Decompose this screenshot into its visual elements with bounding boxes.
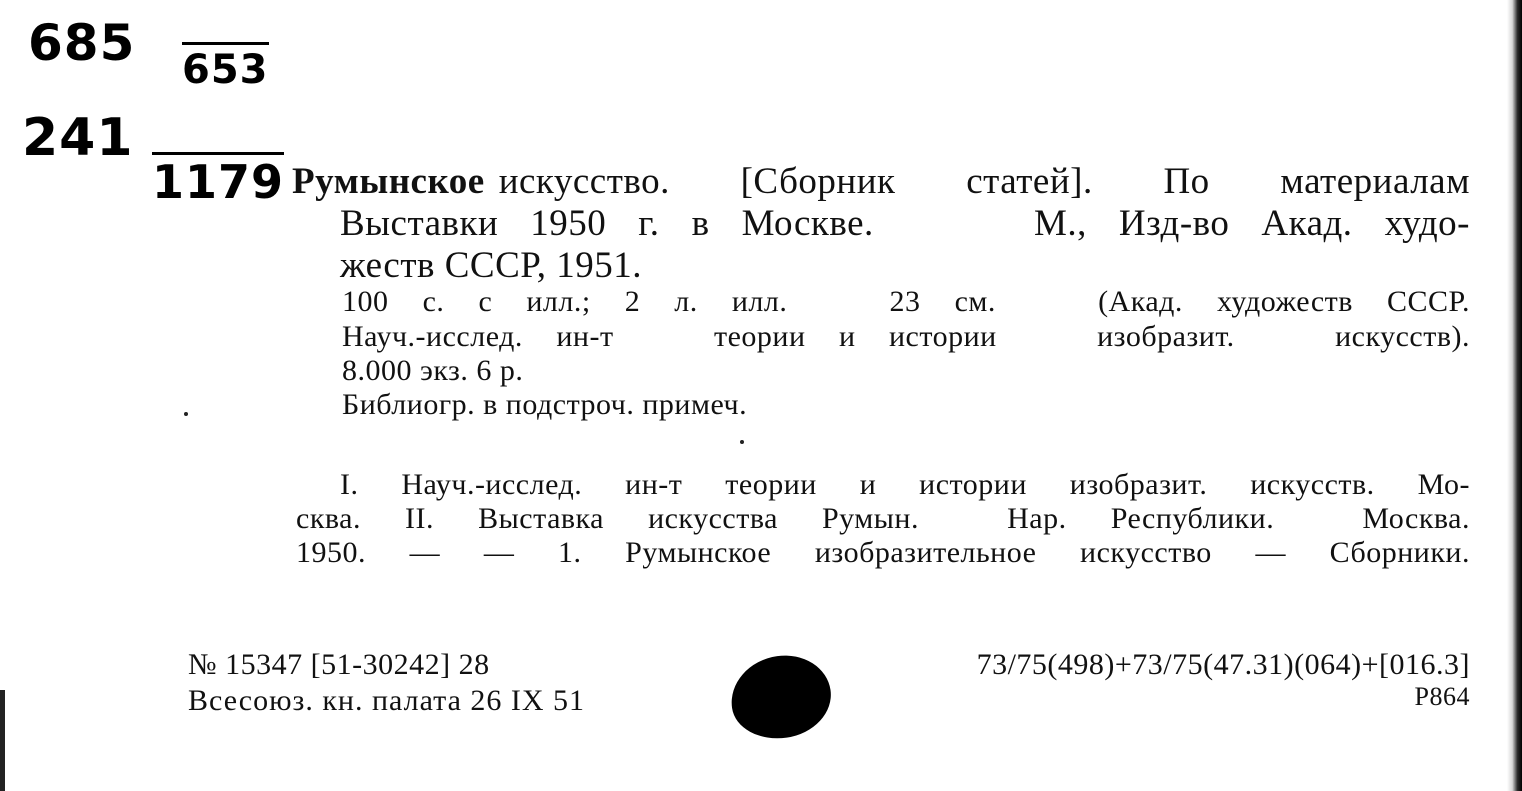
entry-line-2: Выставки 1950 г. в Москве. М., Изд-во Акад. худо- [340,203,1470,244]
handwritten-number-bottom: 241 [22,108,134,168]
speck [740,440,744,444]
record-number: № 15347 [51-30242] 28 [188,648,490,681]
collation-line-2: Науч.-исслед. ин-т теории и истории изобразит. искусств). [342,320,1470,353]
entry-heading-rest [499,160,1470,203]
bibliography-note: Библиогр. в подстроч. примеч. [342,388,748,421]
card-edge-shadow [1507,0,1522,791]
entry-heading-rest-text: искусство. [Сборник статей]. По материалам [498,161,1470,202]
entry-line-3: жеств СССР, 1951. [340,245,642,286]
handwritten-fraction-top: 653 [182,42,269,93]
tracings-line-1: I. Науч.-исслед. ин-т теории и истории изобразит. искусств. Мо- [340,468,1470,501]
classification-index: 73/75(498)+73/75(47.31)(064)+[016.3] [976,648,1470,681]
ink-blot [726,649,836,744]
handwritten-fraction-bottom: 1179 [152,152,284,209]
card-edge-mark [0,690,5,791]
tracings-line-2: сква. II. Выставка искусства Румын. Нар. Республики. Москва. [296,502,1470,535]
handwritten-number-top: 685 [28,14,136,72]
call-number: Р864 [1414,682,1470,711]
book-chamber-stamp: Всесоюз. кн. палата 26 IX 51 [188,684,586,717]
entry-heading [292,160,1470,203]
collation-line-3: 8.000 экз. 6 р. [342,354,524,387]
collation-line-1: 100 с. с илл.; 2 л. илл. 23 см. (Акад. художеств СССР. [342,285,1470,318]
entry-heading-bold: Румынское [292,161,485,202]
tracings-line-3: 1950. — — 1. Румынское изобразительное искусство — Сборники. [296,536,1470,569]
speck [184,412,188,416]
